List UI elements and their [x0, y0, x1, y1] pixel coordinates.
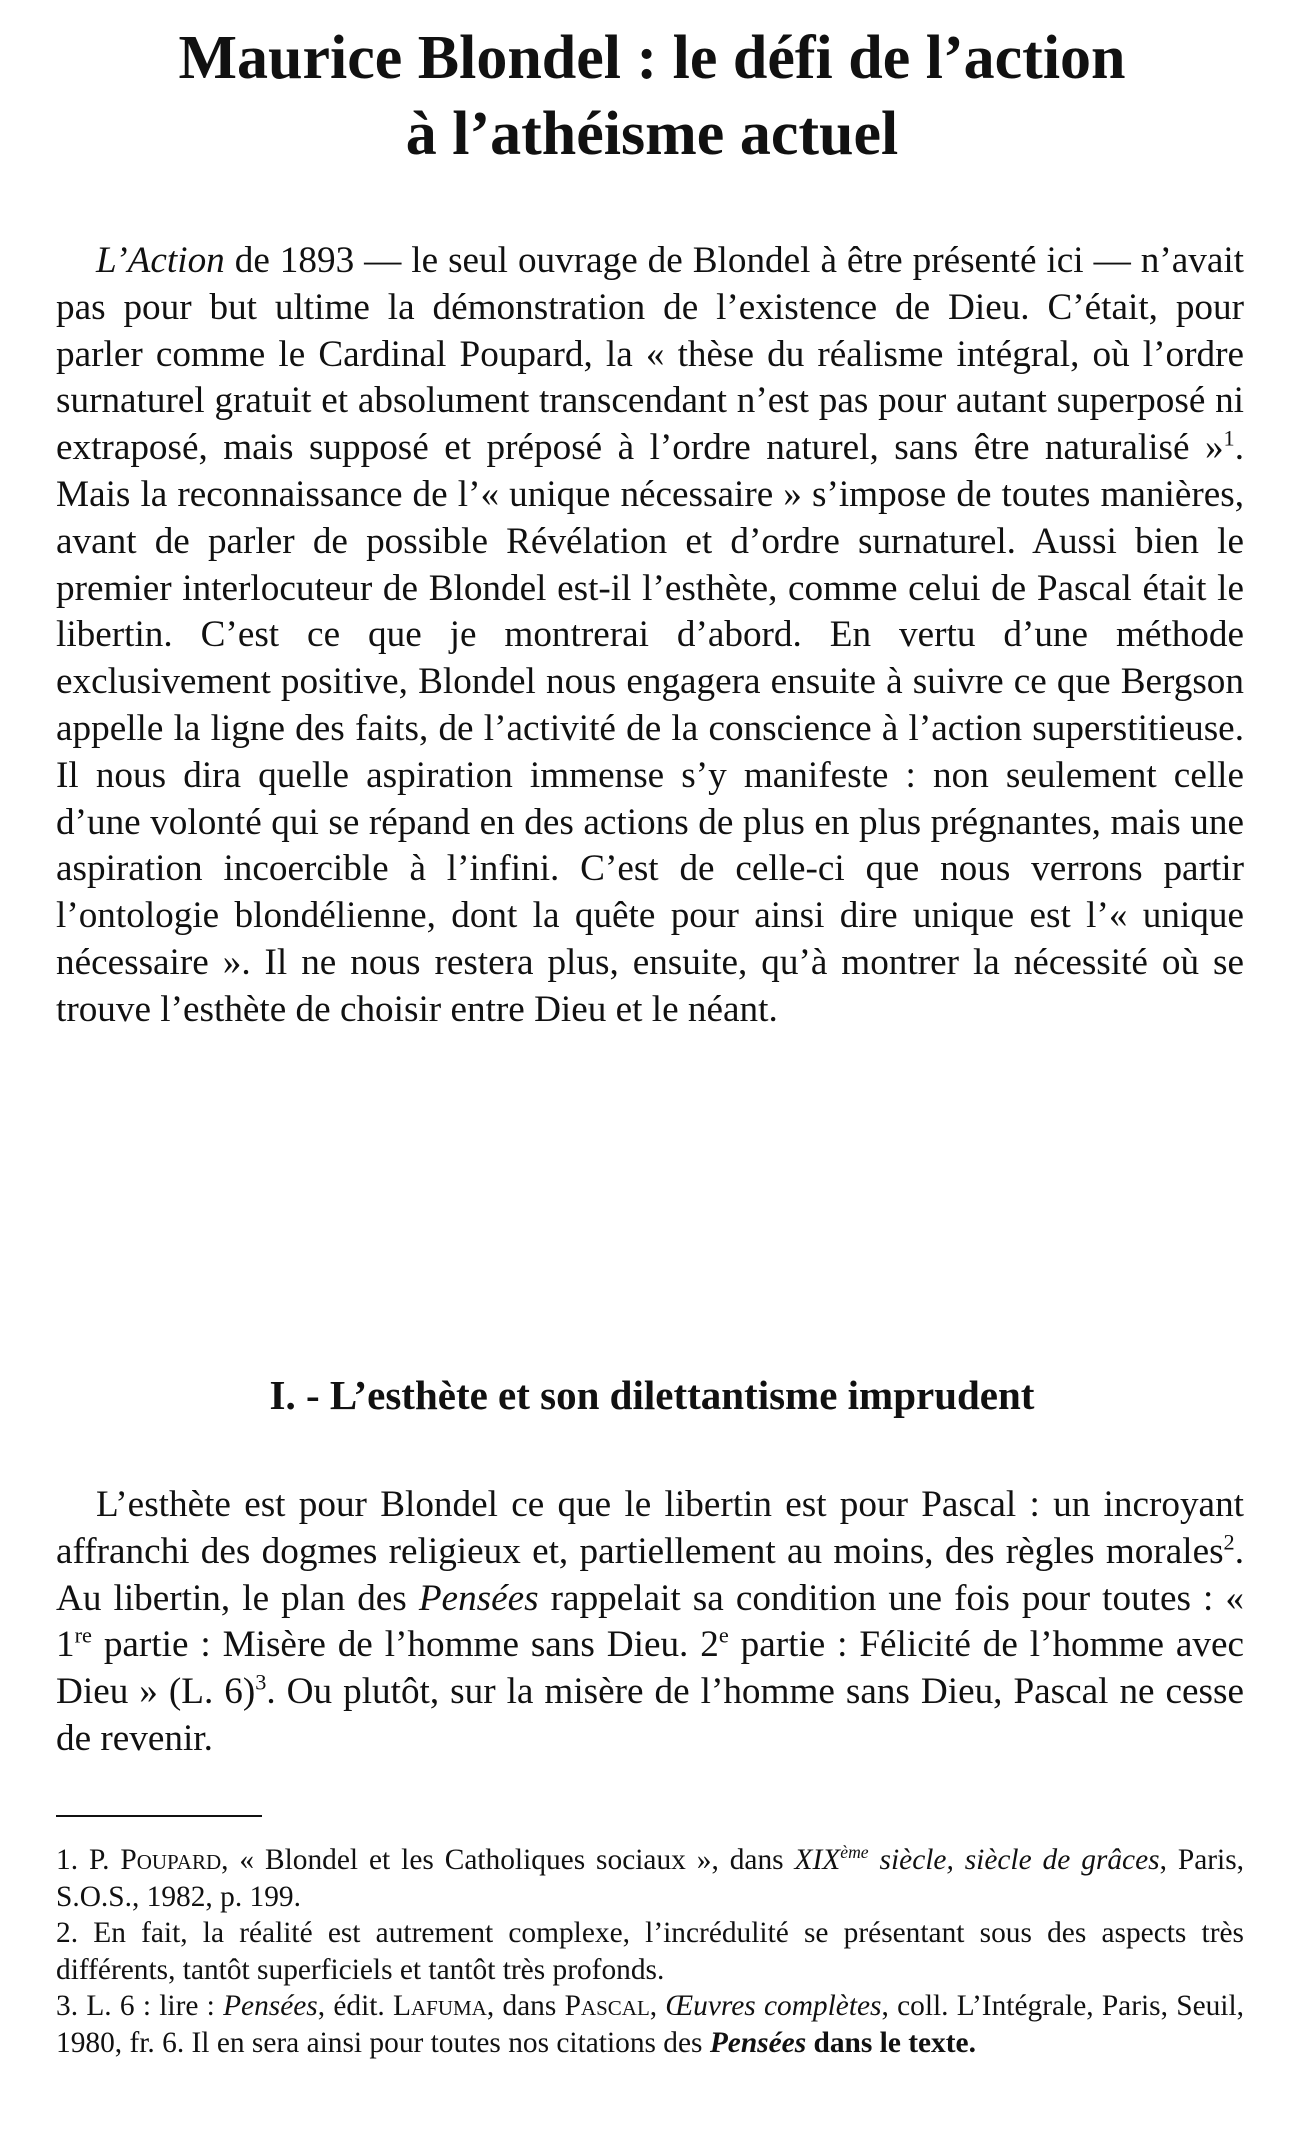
footnote-1-number: 1.: [56, 1844, 79, 1876]
section-1-body: [56, 1482, 1244, 1763]
title-line-1: Maurice Blondel : le défi de l’action: [178, 24, 1126, 92]
intro-text-part-2: . Mais la reconnaissance de l’« unique nécessaire » s’impose de toutes manières, avant de parler de possible Révélation et d’ordre surnaturel. Aussi bien le premier interlocuteur de Blondel est-il l’esthète, comme celui de Pascal était le libertin. C’est ce que je montrerai d’abord. En vertu d’une méthode exclusivement positive, Blondel nous engagera ensuite à suivre ce que Bergson appelle la ligne des faits, de l’activité de la conscience à l’action superstitieuse. Il nous dira quelle aspiration immense s’y manifeste : non seulement celle d’une volonté qui se répand en des actions de plus en plus prégnantes, mais une aspiration incoercible à l’infini. C’est de celle-ci que nous verrons partir l’ontologie blondélienne, dont la quête pour ainsi dire unique est l’« unique nécessaire ». Il ne nous restera plus, ensuite, qu’à montrer la nécessité où se trouve l’esthète de choisir entre Dieu et le néant.: [56, 427, 1244, 1030]
footnote-1-book-title: [795, 1844, 1160, 1876]
footnote-2: [56, 1915, 1244, 1988]
book-title-sup: ème: [840, 1842, 869, 1863]
footnote-3-text-a: L. 6 : lire :: [86, 1990, 224, 2022]
footnote-3-oeuvres: Œuvres complètes: [665, 1990, 882, 2022]
superscript-re: re: [74, 1623, 92, 1648]
footnote-3-number: 3.: [56, 1990, 79, 2022]
footnote-3-text-c: , dans: [486, 1990, 565, 2022]
section-text-part-6: . Ou plutôt, sur la misère de l’homme sans Dieu, Pascal ne cesse de revenir.: [56, 1671, 1244, 1759]
intro-paragraph: [56, 238, 1244, 1034]
section-text-part-5: partie : Félicité de l’homme avec Dieu » (L. 6): [56, 1624, 1244, 1713]
footnote-ref-2: 2: [1223, 1529, 1235, 1555]
page-title: [40, 20, 1264, 172]
footnote-1-text-b: , Paris, S.O.S., 1982, p. 199.: [56, 1844, 1244, 1913]
footnote-3-pensees: Pensées: [223, 1990, 318, 2022]
section-text-part-4: partie : Misère de l’homme sans Dieu. 2: [91, 1624, 719, 1666]
footnote-3-text-d: ,: [649, 1990, 666, 2022]
section-text-part-3: rappelait sa condition une fois pour toutes : « 1: [56, 1577, 1244, 1666]
intro-section: [56, 238, 1244, 1034]
footnote-2-number: 2.: [56, 1917, 79, 1949]
footnote-ref-3: 3: [255, 1669, 267, 1695]
book-title-part-b: siècle, siècle de grâces: [868, 1844, 1160, 1876]
superscript-e: e: [718, 1623, 729, 1648]
intro-text-part-1: de 1893 — le seul ouvrage de Blondel à être présenté ici — n’avait pas pour but ultime la démonstration de l’existence de Dieu. C’était, pour parler comme le Cardinal Poupard, la « thèse du réalisme intégral, où l’ordre surnaturel gratuit et absolument transcendant n’est pas pour autant superposé ni extraposé, mais supposé et préposé à l’ordre naturel, sans être naturalisé »: [56, 240, 1244, 469]
title-line-2: à l’athéisme actuel: [405, 100, 899, 168]
footnote-3-text-b: , édit.: [317, 1990, 394, 2022]
footnote-ref-1: 1: [1223, 425, 1235, 451]
book-title-part-a: XIX: [794, 1844, 841, 1876]
footnote-1-author: P. Poupard: [88, 1844, 222, 1876]
section-1-paragraph: [56, 1482, 1244, 1763]
footnote-divider: [56, 1815, 262, 1817]
footnote-3-pascal: Pascal: [564, 1990, 650, 2022]
footnote-3-text-e: , coll. L’Intégrale, Paris, Seuil, 1980, fr. 6. Il en sera ainsi pour toutes nos citations des: [56, 1990, 1244, 2059]
footnote-1-text-a: , « Blondel et les Catholiques sociaux », dans: [221, 1844, 795, 1876]
footnote-3-lafuma: Lafuma: [393, 1990, 487, 2022]
footnote-3-text-f: dans le texte.: [806, 2026, 976, 2059]
work-title: L’Action: [96, 240, 225, 281]
section-text-part-2: . Au libertin, le plan des: [56, 1530, 1244, 1619]
footnote-1: [56, 1842, 1244, 1915]
footnote-2-text: En fait, la réalité est autrement complexe, l’incrédulité se présentant sous des aspects très différents, tantôt superficiels et tantôt très profonds.: [56, 1917, 1244, 1986]
pensees-title: Pensées: [418, 1577, 539, 1619]
footnotes: [56, 1842, 1244, 2061]
footnote-3: [56, 1988, 1244, 2061]
section-heading: I. - L’esthète et son dilettantisme imprudent: [269, 1372, 1035, 1418]
footnote-3-pensees-2: Pensées: [709, 2026, 807, 2059]
section-text-part-1: L’esthète est pour Blondel ce que le libertin est pour Pascal : un incroyant affranchi des dogmes religieux et, partiellement au moins, des règles morales: [56, 1484, 1244, 1572]
